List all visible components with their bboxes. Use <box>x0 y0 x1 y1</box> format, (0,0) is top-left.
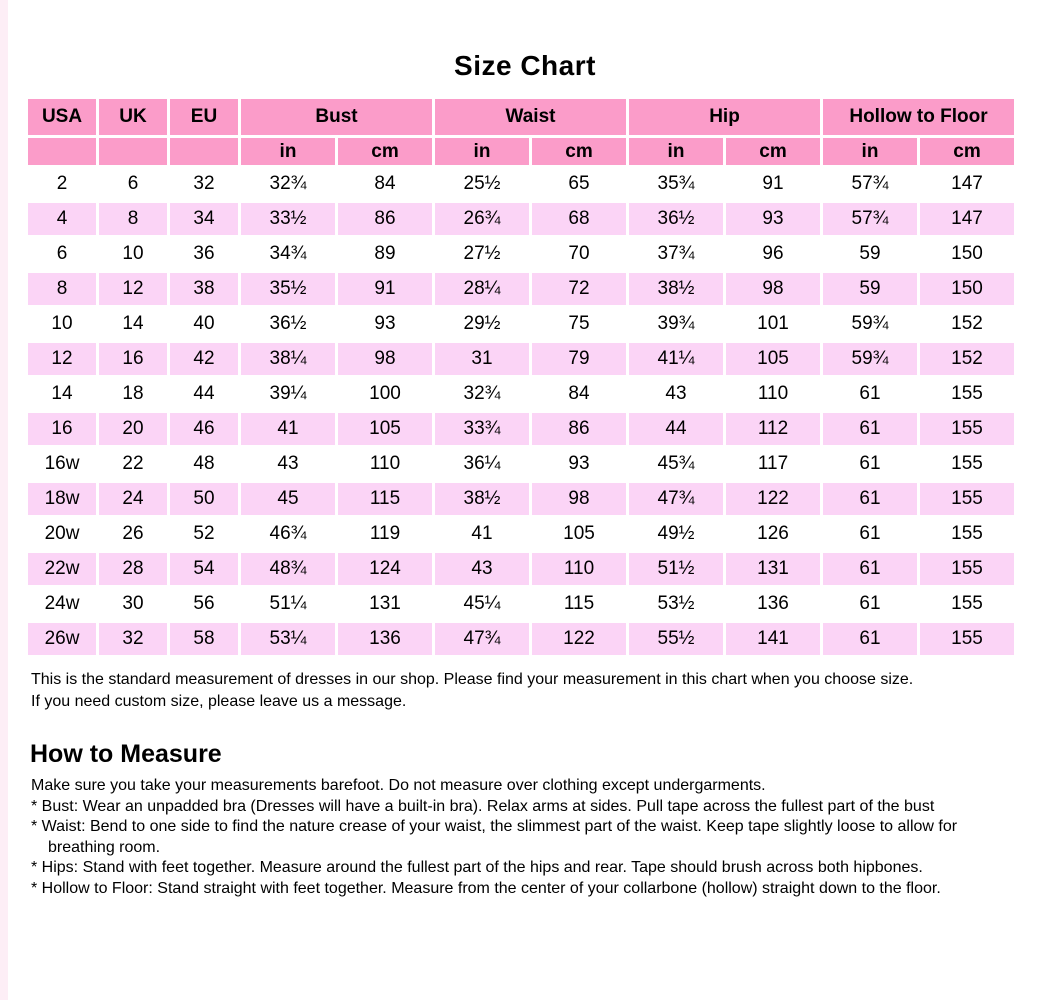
page-title: Size Chart <box>454 50 596 81</box>
size-cell: 136 <box>726 588 820 620</box>
size-cell: 46¾ <box>241 518 335 550</box>
size-cell: 57¾ <box>823 168 917 200</box>
size-cell: 150 <box>920 238 1014 270</box>
size-row-22w <box>28 553 1014 585</box>
size-cell: 54 <box>170 553 238 585</box>
size-cell: 155 <box>920 623 1014 655</box>
size-cell: 34¾ <box>241 238 335 270</box>
size-cell: 27½ <box>435 238 529 270</box>
size-cell: 93 <box>532 448 626 480</box>
size-cell: 46 <box>170 413 238 445</box>
size-cell: 28¼ <box>435 273 529 305</box>
size-cell: 36½ <box>629 203 723 235</box>
size-cell: 32 <box>170 168 238 200</box>
size-cell: 110 <box>726 378 820 410</box>
unit-header-blank <box>99 138 167 165</box>
size-cell: 152 <box>920 308 1014 340</box>
size-cell: 61 <box>823 518 917 550</box>
size-cell: 115 <box>338 483 432 515</box>
size-cell: 155 <box>920 378 1014 410</box>
size-cell: 28 <box>99 553 167 585</box>
size-cell: 39¾ <box>629 308 723 340</box>
column-header-bust: Bust <box>241 99 432 135</box>
size-cell: 52 <box>170 518 238 550</box>
size-cell: 24 <box>99 483 167 515</box>
size-cell: 61 <box>823 448 917 480</box>
measure-tip-waist: * Waist: Bend to one side to find the nature crease of your waist, the slimmest part of the waist. Keep tape slightly loose to allow for breathing room. <box>31 818 958 856</box>
size-cell: 101 <box>726 308 820 340</box>
size-cell: 31 <box>435 343 529 375</box>
size-cell: 41 <box>435 518 529 550</box>
size-cell: 141 <box>726 623 820 655</box>
unit-header-in: in <box>435 138 529 165</box>
size-cell: 84 <box>532 378 626 410</box>
size-cell: 150 <box>920 273 1014 305</box>
size-cell: 2 <box>28 168 96 200</box>
size-cell: 16w <box>28 448 96 480</box>
note-line: This is the standard measurement of dresses in our shop. Please find your measurement in this chart when you choose size. <box>31 671 914 688</box>
size-cell: 43 <box>435 553 529 585</box>
size-cell: 44 <box>170 378 238 410</box>
size-cell: 6 <box>99 168 167 200</box>
size-cell: 98 <box>338 343 432 375</box>
size-cell: 86 <box>338 203 432 235</box>
measure-tip-bust: * Bust: Wear an unpadded bra (Dresses will have a built-in bra). Relax arms at sides. Pull tape across the fullest part of the bust <box>31 797 935 815</box>
size-cell: 20w <box>28 518 96 550</box>
how-to-measure-body <box>31 776 1019 899</box>
size-cell: 45¼ <box>435 588 529 620</box>
size-cell: 155 <box>920 413 1014 445</box>
size-cell: 12 <box>99 273 167 305</box>
size-cell: 59¾ <box>823 343 917 375</box>
column-header-hollow-to-floor: Hollow to Floor <box>823 99 1014 135</box>
size-cell: 18w <box>28 483 96 515</box>
size-row-16w <box>28 448 1014 480</box>
unit-header-blank <box>28 138 96 165</box>
column-header-usa: USA <box>28 99 96 135</box>
size-row-4 <box>28 203 1014 235</box>
size-cell: 61 <box>823 553 917 585</box>
size-cell: 20 <box>99 413 167 445</box>
size-cell: 86 <box>532 413 626 445</box>
size-cell: 72 <box>532 273 626 305</box>
size-cell: 34 <box>170 203 238 235</box>
size-notes <box>31 669 1050 713</box>
size-cell: 36¼ <box>435 448 529 480</box>
size-cell: 32 <box>99 623 167 655</box>
size-row-10 <box>28 308 1014 340</box>
size-cell: 110 <box>338 448 432 480</box>
size-cell: 35½ <box>241 273 335 305</box>
size-cell: 14 <box>28 378 96 410</box>
size-cell: 38½ <box>629 273 723 305</box>
size-cell: 49½ <box>629 518 723 550</box>
size-cell: 45¾ <box>629 448 723 480</box>
size-row-6 <box>28 238 1014 270</box>
size-cell: 61 <box>823 623 917 655</box>
size-cell: 6 <box>28 238 96 270</box>
size-cell: 40 <box>170 308 238 340</box>
size-cell: 36½ <box>241 308 335 340</box>
size-cell: 38¼ <box>241 343 335 375</box>
size-cell: 147 <box>920 168 1014 200</box>
size-cell: 41¼ <box>629 343 723 375</box>
size-cell: 43 <box>629 378 723 410</box>
measure-tip-hips: * Hips: Stand with feet together. Measure around the fullest part of the hips and rear. Tape should brush across both hipbones. <box>31 859 923 876</box>
size-chart-header <box>28 99 1014 165</box>
size-cell: 89 <box>338 238 432 270</box>
size-cell: 65 <box>532 168 626 200</box>
size-cell: 16 <box>28 413 96 445</box>
unit-header-in: in <box>823 138 917 165</box>
unit-header-blank <box>170 138 238 165</box>
size-cell: 98 <box>532 483 626 515</box>
size-cell: 26¾ <box>435 203 529 235</box>
size-cell: 119 <box>338 518 432 550</box>
size-row-12 <box>28 343 1014 375</box>
size-row-2 <box>28 168 1014 200</box>
size-cell: 48 <box>170 448 238 480</box>
size-cell: 91 <box>726 168 820 200</box>
size-cell: 16 <box>99 343 167 375</box>
size-cell: 110 <box>532 553 626 585</box>
unit-header-cm: cm <box>920 138 1014 165</box>
size-cell: 42 <box>170 343 238 375</box>
column-header-eu: EU <box>170 99 238 135</box>
size-cell: 8 <box>28 273 96 305</box>
size-cell: 30 <box>99 588 167 620</box>
size-cell: 56 <box>170 588 238 620</box>
size-cell: 36 <box>170 238 238 270</box>
size-cell: 100 <box>338 378 432 410</box>
size-cell: 39¼ <box>241 378 335 410</box>
size-cell: 122 <box>532 623 626 655</box>
size-row-20w <box>28 518 1014 550</box>
size-cell: 50 <box>170 483 238 515</box>
size-cell: 12 <box>28 343 96 375</box>
size-cell: 35¾ <box>629 168 723 200</box>
size-cell: 61 <box>823 483 917 515</box>
size-cell: 105 <box>726 343 820 375</box>
size-cell: 152 <box>920 343 1014 375</box>
size-cell: 48¾ <box>241 553 335 585</box>
size-cell: 61 <box>823 413 917 445</box>
size-cell: 33½ <box>241 203 335 235</box>
size-cell: 112 <box>726 413 820 445</box>
size-row-8 <box>28 273 1014 305</box>
size-cell: 98 <box>726 273 820 305</box>
size-cell: 155 <box>920 483 1014 515</box>
size-cell: 43 <box>241 448 335 480</box>
size-cell: 22w <box>28 553 96 585</box>
size-cell: 93 <box>726 203 820 235</box>
unit-header-cm: cm <box>726 138 820 165</box>
measure-tip-hollow-to-floor: * Hollow to Floor: Stand straight with feet together. Measure from the center of your collarbone (hollow) straight down to the floor. <box>31 879 941 897</box>
size-row-16 <box>28 413 1014 445</box>
left-edge-band <box>0 0 8 1000</box>
size-cell: 124 <box>338 553 432 585</box>
size-row-18w <box>28 483 1014 515</box>
size-chart-body <box>28 168 1014 655</box>
size-cell: 4 <box>28 203 96 235</box>
size-cell: 32¾ <box>241 168 335 200</box>
size-cell: 18 <box>99 378 167 410</box>
column-header-hip: Hip <box>629 99 820 135</box>
size-cell: 115 <box>532 588 626 620</box>
size-cell: 155 <box>920 553 1014 585</box>
size-cell: 61 <box>823 588 917 620</box>
size-cell: 55½ <box>629 623 723 655</box>
unit-header-cm: cm <box>338 138 432 165</box>
size-cell: 91 <box>338 273 432 305</box>
size-cell: 131 <box>338 588 432 620</box>
size-cell: 105 <box>338 413 432 445</box>
size-cell: 51¼ <box>241 588 335 620</box>
size-cell: 41 <box>241 413 335 445</box>
size-cell: 155 <box>920 448 1014 480</box>
size-cell: 32¾ <box>435 378 529 410</box>
size-cell: 33¾ <box>435 413 529 445</box>
size-cell: 93 <box>338 308 432 340</box>
unit-header-in: in <box>241 138 335 165</box>
size-cell: 117 <box>726 448 820 480</box>
size-cell: 126 <box>726 518 820 550</box>
size-cell: 26 <box>99 518 167 550</box>
size-cell: 53½ <box>629 588 723 620</box>
measure-intro: Make sure you take your measurements barefoot. Do not measure over clothing except undergarments. <box>31 777 766 794</box>
size-cell: 37¾ <box>629 238 723 270</box>
size-cell: 79 <box>532 343 626 375</box>
column-group-row <box>28 99 1014 135</box>
size-cell: 29½ <box>435 308 529 340</box>
size-cell: 96 <box>726 238 820 270</box>
size-cell: 51½ <box>629 553 723 585</box>
column-header-waist: Waist <box>435 99 626 135</box>
unit-row <box>28 138 1014 165</box>
size-row-26w <box>28 623 1014 655</box>
size-cell: 26w <box>28 623 96 655</box>
size-cell: 84 <box>338 168 432 200</box>
size-cell: 45 <box>241 483 335 515</box>
size-cell: 59¾ <box>823 308 917 340</box>
size-cell: 131 <box>726 553 820 585</box>
size-cell: 10 <box>28 308 96 340</box>
size-cell: 68 <box>532 203 626 235</box>
size-cell: 53¼ <box>241 623 335 655</box>
size-cell: 47¾ <box>629 483 723 515</box>
unit-header-in: in <box>629 138 723 165</box>
size-cell: 10 <box>99 238 167 270</box>
size-cell: 155 <box>920 518 1014 550</box>
size-cell: 22 <box>99 448 167 480</box>
size-cell: 38 <box>170 273 238 305</box>
size-cell: 57¾ <box>823 203 917 235</box>
size-cell: 59 <box>823 273 917 305</box>
size-cell: 38½ <box>435 483 529 515</box>
column-header-uk: UK <box>99 99 167 135</box>
size-chart-table <box>25 96 1017 658</box>
size-cell: 136 <box>338 623 432 655</box>
size-cell: 59 <box>823 238 917 270</box>
size-cell: 75 <box>532 308 626 340</box>
size-cell: 8 <box>99 203 167 235</box>
size-cell: 122 <box>726 483 820 515</box>
size-cell: 105 <box>532 518 626 550</box>
size-cell: 155 <box>920 588 1014 620</box>
size-cell: 70 <box>532 238 626 270</box>
size-cell: 44 <box>629 413 723 445</box>
size-row-14 <box>28 378 1014 410</box>
size-cell: 25½ <box>435 168 529 200</box>
unit-header-cm: cm <box>532 138 626 165</box>
size-cell: 58 <box>170 623 238 655</box>
how-to-measure-heading: How to Measure <box>30 740 222 768</box>
size-cell: 147 <box>920 203 1014 235</box>
size-row-24w <box>28 588 1014 620</box>
size-cell: 14 <box>99 308 167 340</box>
note-line: If you need custom size, please leave us a message. <box>31 693 407 710</box>
size-cell: 47¾ <box>435 623 529 655</box>
size-cell: 24w <box>28 588 96 620</box>
size-cell: 61 <box>823 378 917 410</box>
